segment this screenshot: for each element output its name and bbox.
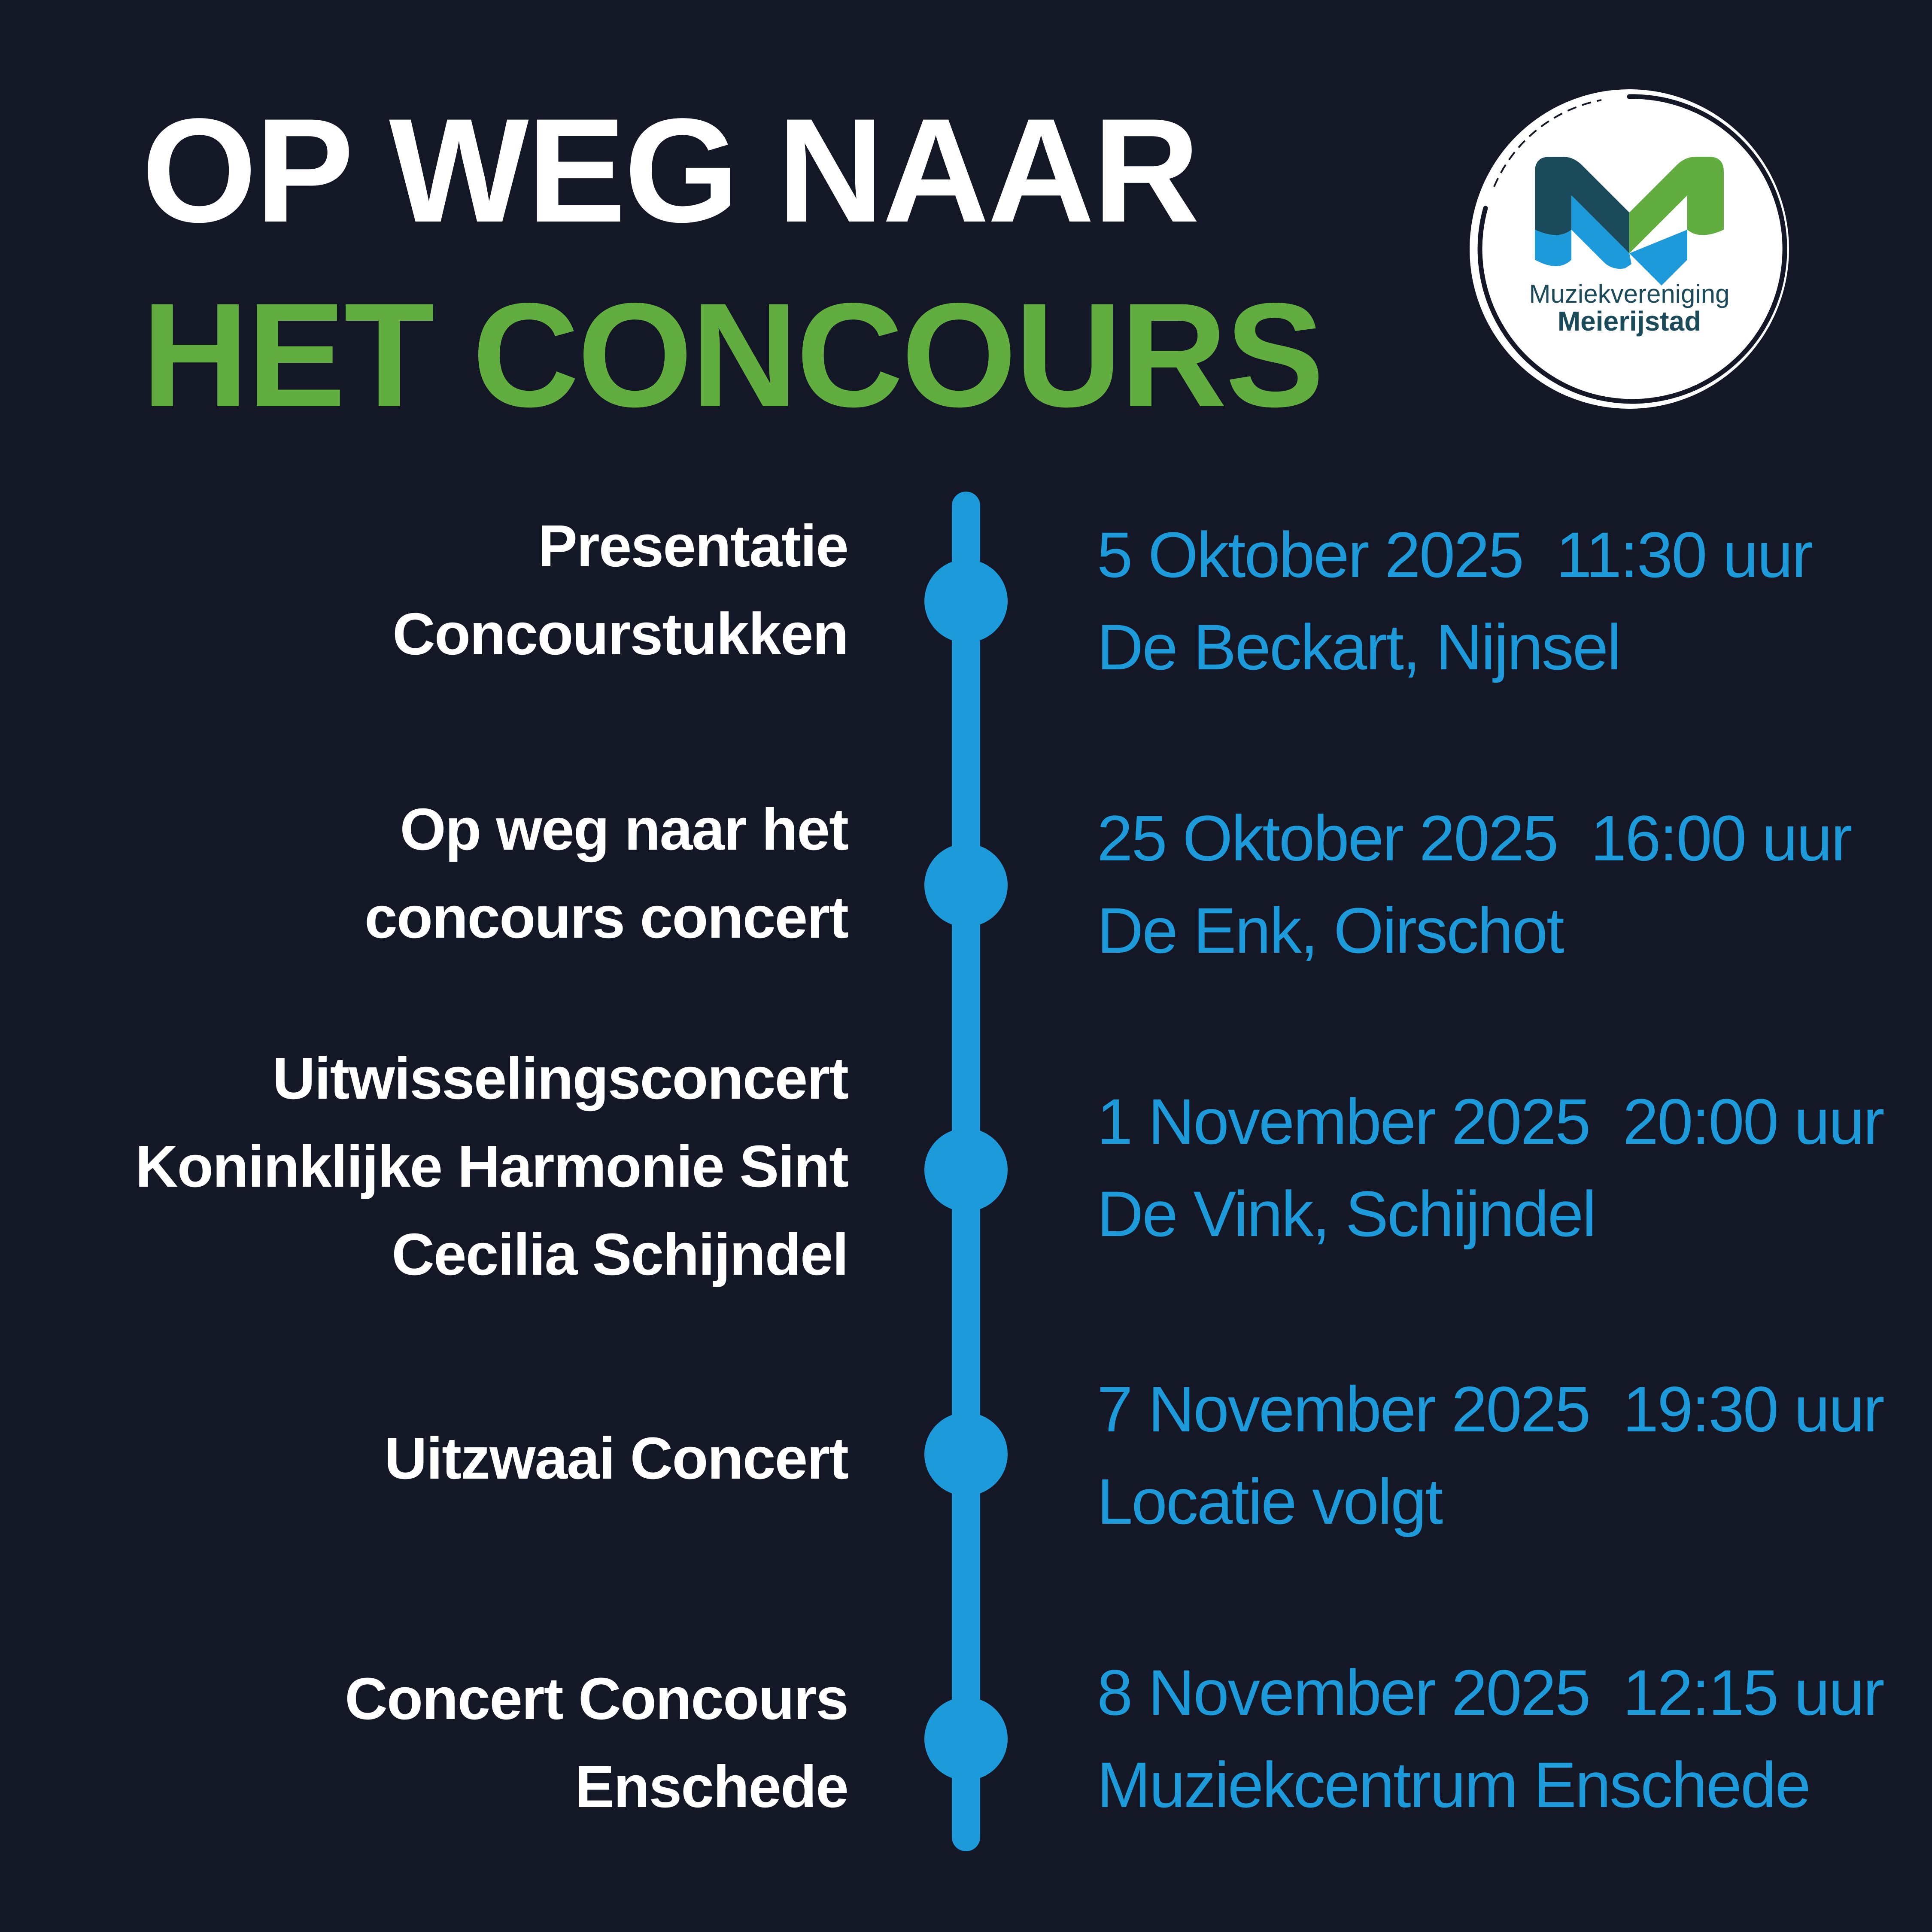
title-line-1: OP WEG NAAR (142, 88, 1198, 253)
event-name-line: Cecilia Schijndel (392, 1221, 848, 1288)
title-line-2: HET CONCOURS (142, 273, 1323, 438)
event-datetime: 7 November 2025 19:30 uur (1097, 1373, 1883, 1445)
event-location: Muziekcentrum Enschede (1097, 1749, 1810, 1821)
event-info (1097, 792, 1913, 977)
timeline-dot (924, 559, 1008, 643)
timeline-dot (924, 1128, 1008, 1212)
event-name-line: Uitzwaai Concert (384, 1425, 848, 1492)
event-info (1097, 1363, 1913, 1548)
event-name (0, 786, 848, 962)
timeline-dot (924, 844, 1008, 927)
event-name-line: Concert Concours (345, 1666, 848, 1732)
event-datetime: 25 Oktober 2025 16:00 uur (1097, 802, 1851, 874)
muziekvereniging-meierijstad-logo (1460, 79, 1799, 419)
event-info (1097, 1075, 1913, 1260)
event-datetime: 8 November 2025 12:15 uur (1097, 1656, 1883, 1728)
event-name-line: Uitwisselingsconcert (272, 1045, 848, 1112)
event-name (0, 1035, 848, 1299)
event-name-line: Presentatie (538, 513, 848, 579)
event-location: Locatie volgt (1097, 1465, 1442, 1537)
event-name (0, 502, 848, 678)
event-location: De Beckart, Nijnsel (1097, 611, 1620, 683)
timeline-dot (924, 1697, 1008, 1780)
event-info (1097, 1646, 1913, 1831)
event-location: De Enk, Oirschot (1097, 894, 1563, 966)
logo-text-line1: Muziekvereniging (1529, 279, 1730, 308)
event-name (0, 1415, 848, 1503)
event-location: De Vink, Schijndel (1097, 1178, 1595, 1250)
timeline-dot (924, 1413, 1008, 1496)
event-name-line: Koninklijke Harmonie Sint (135, 1133, 848, 1200)
event-name-line: concours concert (365, 884, 848, 951)
logo-text-line2: Meierijstad (1557, 306, 1701, 337)
event-name-line: Concourstukken (392, 601, 848, 667)
event-datetime: 1 November 2025 20:00 uur (1097, 1085, 1883, 1157)
event-name (0, 1655, 848, 1831)
event-info (1097, 509, 1913, 693)
event-datetime: 5 Oktober 2025 11:30 uur (1097, 519, 1812, 591)
event-name-line: Enschede (575, 1754, 848, 1820)
event-name-line: Op weg naar het (400, 796, 848, 863)
